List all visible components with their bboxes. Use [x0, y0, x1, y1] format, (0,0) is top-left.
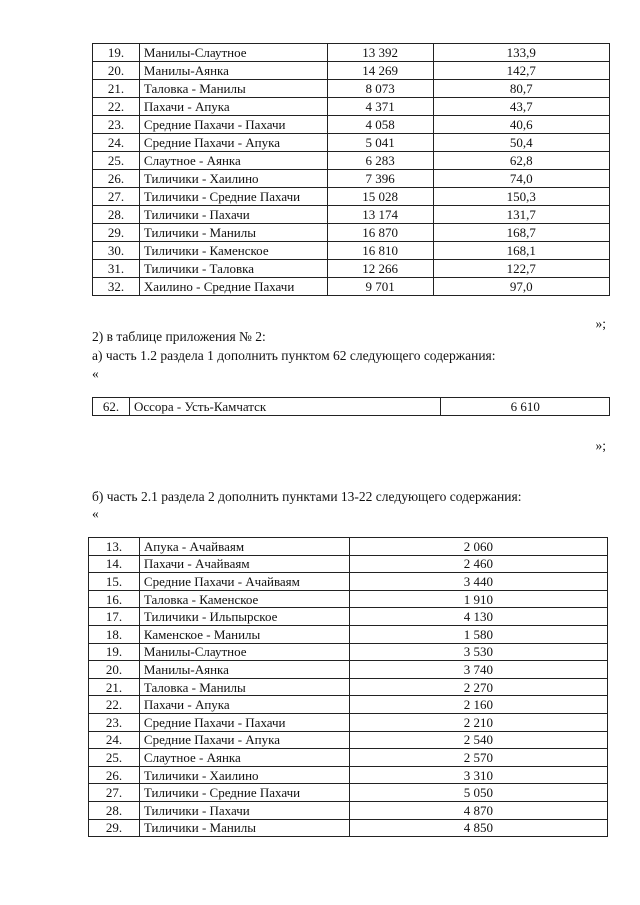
row-number: 30.: [93, 242, 140, 260]
table-row: [93, 44, 610, 62]
value: 1 910: [349, 590, 607, 608]
row-number: 25.: [89, 749, 140, 767]
table-row: [93, 278, 610, 296]
value: 3 530: [349, 643, 607, 661]
item-b-text: б) часть 2.1 раздела 2 дополнить пунктами 13-22 следующего содержания:: [92, 489, 522, 504]
row-number: 23.: [89, 713, 140, 731]
item-2-heading: 2) в таблице приложения № 2:: [92, 329, 266, 344]
value-1: 5 041: [327, 134, 433, 152]
route-name: Таловка - Манилы: [139, 678, 349, 696]
route-name: Пахачи - Апука: [139, 696, 349, 714]
row-number: 14.: [89, 555, 140, 573]
table-row: [89, 625, 608, 643]
item-a-text: а) часть 1.2 раздела 1 дополнить пунктом 62 следующего содержания:: [92, 348, 496, 363]
table-row: [89, 766, 608, 784]
route-name: Тиличики - Таловка: [139, 260, 327, 278]
route-name: Оссора - Усть-Камчатск: [129, 398, 440, 416]
route-name: Манилы-Слаутное: [139, 44, 327, 62]
table-row: [89, 696, 608, 714]
value-2: 97,0: [433, 278, 609, 296]
route-name: Тиличики - Манилы: [139, 819, 349, 837]
row-number: 20.: [93, 62, 140, 80]
table-row: [89, 555, 608, 573]
routes-table-1: [92, 43, 610, 296]
value: 4 850: [349, 819, 607, 837]
value: 2 270: [349, 678, 607, 696]
route-name: Средние Пахачи - Пахачи: [139, 116, 327, 134]
value-2: 142,7: [433, 62, 609, 80]
value: 2 160: [349, 696, 607, 714]
row-number: 22.: [93, 98, 140, 116]
route-name: Хаилино - Средние Пахачи: [139, 278, 327, 296]
value: 3 310: [349, 766, 607, 784]
value: 4 130: [349, 608, 607, 626]
value-2: 150,3: [433, 188, 609, 206]
table-row: [93, 116, 610, 134]
value: 3 740: [349, 661, 607, 679]
route-name: Тиличики - Пахачи: [139, 801, 349, 819]
value-1: 9 701: [327, 278, 433, 296]
routes-table-2: [92, 397, 610, 416]
value-2: 131,7: [433, 206, 609, 224]
table-row: [89, 731, 608, 749]
table-row: [89, 643, 608, 661]
value-2: 43,7: [433, 98, 609, 116]
route-name: Средние Пахачи - Апука: [139, 731, 349, 749]
value-2: 133,9: [433, 44, 609, 62]
row-number: 31.: [93, 260, 140, 278]
value-1: 4 058: [327, 116, 433, 134]
route-name: Тиличики - Каменское: [139, 242, 327, 260]
value-1: 16 870: [327, 224, 433, 242]
row-number: 18.: [89, 625, 140, 643]
row-number: 62.: [93, 398, 130, 416]
value-2: 40,6: [433, 116, 609, 134]
row-number: 27.: [89, 784, 140, 802]
table-row: [93, 62, 610, 80]
value-2: 168,7: [433, 224, 609, 242]
row-number: 25.: [93, 152, 140, 170]
row-number: 24.: [93, 134, 140, 152]
value: 1 580: [349, 625, 607, 643]
value-1: 12 266: [327, 260, 433, 278]
route-name: Манилы-Аянка: [139, 661, 349, 679]
row-number: 17.: [89, 608, 140, 626]
table-row: [93, 152, 610, 170]
route-name: Апука - Ачайваям: [139, 538, 349, 556]
value-2: 62,8: [433, 152, 609, 170]
table-row: [89, 661, 608, 679]
route-name: Пахачи - Апука: [139, 98, 327, 116]
row-number: 21.: [89, 678, 140, 696]
route-name: Тиличики - Хаилино: [139, 766, 349, 784]
route-name: Тиличики - Манилы: [139, 224, 327, 242]
value-1: 13 392: [327, 44, 433, 62]
row-number: 26.: [93, 170, 140, 188]
opening-quote-1: «: [92, 366, 99, 381]
row-number: 32.: [93, 278, 140, 296]
value-1: 6 283: [327, 152, 433, 170]
table-row: [89, 801, 608, 819]
route-name: Манилы-Слаутное: [139, 643, 349, 661]
route-name: Таловка - Манилы: [139, 80, 327, 98]
route-name: Тиличики - Хаилино: [139, 170, 327, 188]
row-number: 27.: [93, 188, 140, 206]
row-number: 28.: [93, 206, 140, 224]
row-number: 21.: [93, 80, 140, 98]
value-1: 8 073: [327, 80, 433, 98]
table-row: [93, 398, 610, 416]
route-name: Таловка - Каменское: [139, 590, 349, 608]
row-number: 28.: [89, 801, 140, 819]
value-1: 15 028: [327, 188, 433, 206]
table-row: [89, 749, 608, 767]
value-1: 13 174: [327, 206, 433, 224]
row-number: 16.: [89, 590, 140, 608]
value: 4 870: [349, 801, 607, 819]
row-number: 13.: [89, 538, 140, 556]
row-number: 19.: [93, 44, 140, 62]
table-row: [93, 134, 610, 152]
route-name: Тиличики - Средние Пахачи: [139, 784, 349, 802]
value-1: 16 810: [327, 242, 433, 260]
row-number: 19.: [89, 643, 140, 661]
value: 2 060: [349, 538, 607, 556]
value: 2 210: [349, 713, 607, 731]
route-name: Манилы-Аянка: [139, 62, 327, 80]
value: 3 440: [349, 573, 607, 591]
routes-table-3: [88, 537, 608, 837]
table-row: [93, 170, 610, 188]
table-row: [93, 206, 610, 224]
table-row: [93, 242, 610, 260]
route-name: Слаутное - Аянка: [139, 152, 327, 170]
table-row: [89, 784, 608, 802]
table-row: [89, 678, 608, 696]
value: 2 460: [349, 555, 607, 573]
route-name: Каменское - Манилы: [139, 625, 349, 643]
closing-quote-2: »;: [595, 438, 606, 453]
row-number: 24.: [89, 731, 140, 749]
table-row: [89, 573, 608, 591]
closing-quote-1: »;: [595, 316, 606, 331]
value-2: 168,1: [433, 242, 609, 260]
table-row: [93, 98, 610, 116]
table-row: [93, 260, 610, 278]
value-2: 74,0: [433, 170, 609, 188]
route-name: Тиличики - Ильпырское: [139, 608, 349, 626]
row-number: 15.: [89, 573, 140, 591]
route-name: Тиличики - Средние Пахачи: [139, 188, 327, 206]
route-name: Тиличики - Пахачи: [139, 206, 327, 224]
route-name: Слаутное - Аянка: [139, 749, 349, 767]
table-row: [93, 80, 610, 98]
opening-quote-2: «: [92, 506, 99, 521]
table-row: [93, 224, 610, 242]
table-row: [89, 590, 608, 608]
value: 2 570: [349, 749, 607, 767]
table-row: [89, 819, 608, 837]
value: 6 610: [441, 398, 610, 416]
value-2: 80,7: [433, 80, 609, 98]
row-number: 29.: [93, 224, 140, 242]
value-1: 4 371: [327, 98, 433, 116]
table-row: [89, 608, 608, 626]
row-number: 22.: [89, 696, 140, 714]
table-row: [89, 713, 608, 731]
route-name: Средние Пахачи - Ачайваям: [139, 573, 349, 591]
value-2: 122,7: [433, 260, 609, 278]
route-name: Средние Пахачи - Пахачи: [139, 713, 349, 731]
row-number: 26.: [89, 766, 140, 784]
table-row: [89, 538, 608, 556]
value-2: 50,4: [433, 134, 609, 152]
value-1: 7 396: [327, 170, 433, 188]
route-name: Пахачи - Ачайваям: [139, 555, 349, 573]
row-number: 20.: [89, 661, 140, 679]
row-number: 23.: [93, 116, 140, 134]
route-name: Средние Пахачи - Апука: [139, 134, 327, 152]
row-number: 29.: [89, 819, 140, 837]
value: 5 050: [349, 784, 607, 802]
table-row: [93, 188, 610, 206]
value: 2 540: [349, 731, 607, 749]
value-1: 14 269: [327, 62, 433, 80]
